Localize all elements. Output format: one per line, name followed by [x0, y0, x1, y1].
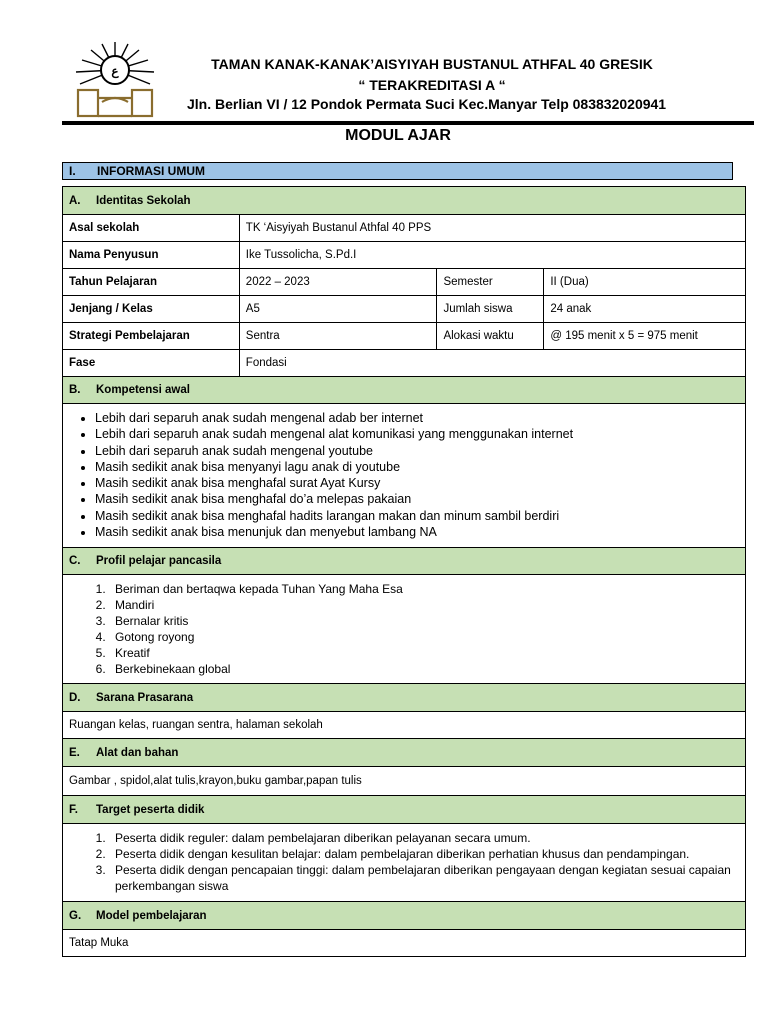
school-logo-icon — [72, 40, 158, 120]
table-row — [63, 215, 746, 242]
alat-heading: E. Alat dan bahan — [63, 739, 746, 767]
list-item: 2. Peserta didik dengan kesulitan belajar: dalam pembelajaran diberikan perhatian khusus dan pendampingan. — [109, 846, 739, 862]
accreditation-status: “ TERAKREDITASI A “ — [358, 77, 506, 93]
list-item: 4. Gotong royong — [109, 629, 739, 645]
model-heading: G. Model pembelajaran — [63, 902, 746, 930]
list-item: 1. Peserta didik reguler: dalam pembelajaran diberikan pelayanan secara umum. — [109, 830, 739, 846]
field-value: 2022 – 2023 — [239, 269, 437, 296]
section-label: INFORMASI UMUM — [97, 164, 205, 178]
field-label: Fase — [63, 350, 240, 377]
school-address: Jln. Berlian VI / 12 Pondok Permata Suci Kec.Manyar Telp 083832020941 — [187, 96, 667, 112]
profil-list — [63, 581, 739, 677]
field-label: Strategi Pembelajaran — [63, 323, 240, 350]
field-value: II (Dua) — [544, 269, 746, 296]
list-item: 6. Berkebinekaan global — [109, 661, 739, 677]
field-label: Asal sekolah — [63, 215, 240, 242]
list-item: • Lebih dari separuh anak sudah mengenal youtube — [95, 443, 739, 459]
field-value: TK ‘Aisyiyah Bustanul Athfal 40 PPS — [239, 215, 745, 242]
svg-text:ع: ع — [111, 64, 119, 78]
identitas-header-row — [63, 187, 746, 215]
table-row — [63, 242, 746, 269]
model-content-row — [63, 930, 746, 957]
kompetensi-heading: B. Kompetensi awal — [63, 377, 746, 404]
identitas-heading: A. Identitas Sekolah — [63, 187, 746, 215]
table-row — [63, 296, 746, 323]
sarana-content-row — [63, 712, 746, 739]
table-row — [63, 350, 746, 377]
list-item: • Masih sedikit anak bisa menghafal surat Ayat Kursy — [95, 475, 739, 491]
list-item: • Masih sedikit anak bisa menunjuk dan menyebut lambang NA — [95, 524, 739, 540]
section-number: I. — [69, 164, 76, 178]
sarana-header-row — [63, 684, 746, 712]
page-title: MODUL AJAR — [345, 127, 451, 144]
field-label: Alokasi waktu — [437, 323, 544, 350]
target-header-row — [63, 796, 746, 824]
field-value: 24 anak — [544, 296, 746, 323]
field-value: A5 — [239, 296, 437, 323]
field-value: Ike Tussolicha, S.Pd.I — [239, 242, 745, 269]
field-value: @ 195 menit x 5 = 975 menit — [544, 323, 746, 350]
school-name: TAMAN KANAK-KANAK’AISYIYAH BUSTANUL ATHFAL 40 GRESIK — [211, 56, 653, 72]
field-label: Semester — [437, 269, 544, 296]
section-informasi-umum — [62, 162, 733, 180]
list-item: • Masih sedikit anak bisa menghafal hadits larangan makan dan minum sambil berdiri — [95, 508, 739, 524]
list-item: • Masih sedikit anak bisa menyanyi lagu anak di youtube — [95, 459, 739, 475]
kompetensi-header-row — [63, 377, 746, 404]
list-item: • Masih sedikit anak bisa menghafal do’a melepas pakaian — [95, 491, 739, 507]
field-label: Jumlah siswa — [437, 296, 544, 323]
alat-text: Gambar , spidol,alat tulis,krayon,buku gambar,papan tulis — [63, 767, 746, 796]
table-row — [63, 323, 746, 350]
kompetensi-list — [67, 410, 739, 540]
header-divider — [62, 121, 754, 125]
sarana-text: Ruangan kelas, ruangan sentra, halaman sekolah — [63, 712, 746, 739]
list-item: 3. Bernalar kritis — [109, 613, 739, 629]
field-value: Fondasi — [239, 350, 745, 377]
list-item: • Lebih dari separuh anak sudah mengenal alat komunikasi yang menggunakan internet — [95, 426, 739, 442]
sarana-heading: D. Sarana Prasarana — [63, 684, 746, 712]
list-item: 1. Beriman dan bertaqwa kepada Tuhan Yang Maha Esa — [109, 581, 739, 597]
list-item: 2. Mandiri — [109, 597, 739, 613]
kompetensi-content-row — [63, 404, 746, 548]
profil-header-row — [63, 548, 746, 575]
model-text: Tatap Muka — [63, 930, 746, 957]
list-item: • Lebih dari separuh anak sudah mengenal adab ber internet — [95, 410, 739, 426]
list-item: 3. Peserta didik dengan pencapaian tinggi: dalam pembelajaran diberikan pengayaan dengan kegiatan sesuai capaian perkembangan siswa — [109, 862, 739, 894]
list-item: 5. Kreatif — [109, 645, 739, 661]
alat-header-row — [63, 739, 746, 767]
target-list — [63, 830, 739, 894]
alat-content-row — [63, 767, 746, 796]
field-label: Tahun Pelajaran — [63, 269, 240, 296]
target-heading: F. Target peserta didik — [63, 796, 746, 824]
profil-heading: C. Profil pelajar pancasila — [63, 548, 746, 575]
model-header-row — [63, 902, 746, 930]
module-table — [62, 186, 746, 957]
profil-content-row — [63, 575, 746, 684]
letterhead — [62, 40, 754, 124]
field-label: Jenjang / Kelas — [63, 296, 240, 323]
field-value: Sentra — [239, 323, 437, 350]
target-content-row — [63, 824, 746, 902]
field-label: Nama Penyusun — [63, 242, 240, 269]
table-row — [63, 269, 746, 296]
